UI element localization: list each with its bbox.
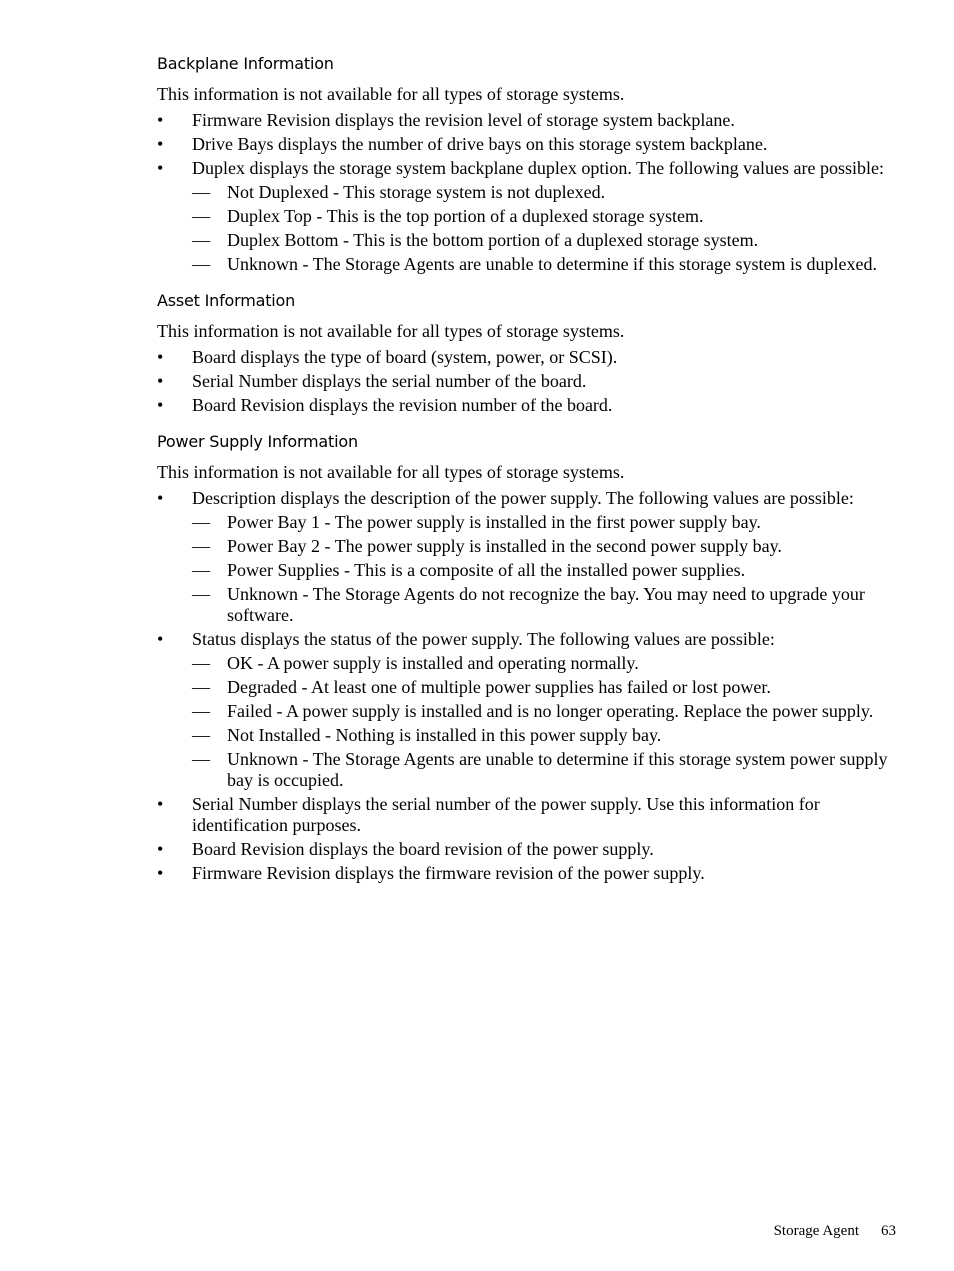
bullet-item	[157, 347, 902, 368]
bullet-item	[157, 488, 902, 626]
bullet-item	[157, 629, 902, 791]
bullet-list	[157, 488, 902, 884]
dash-text: Degraded - At least one of multiple power supplies has failed or lost power.	[227, 677, 771, 697]
dash-text: Failed - A power supply is installed and is no longer operating. Replace the power supply.	[227, 701, 874, 721]
section-heading: Asset Information	[157, 291, 296, 310]
dash-icon: —	[192, 206, 210, 226]
dash-item	[192, 701, 902, 722]
dash-icon: —	[192, 725, 210, 745]
dash-list	[192, 653, 902, 791]
dash-list	[192, 182, 902, 275]
section-heading: Power Supply Information	[157, 432, 358, 451]
dash-text: Unknown - The Storage Agents do not recognize the bay. You may need to upgrade your software.	[227, 584, 865, 625]
dash-text: Power Bay 1 - The power supply is installed in the first power supply bay.	[227, 512, 761, 532]
dash-item	[192, 725, 902, 746]
dash-item	[192, 749, 902, 791]
dash-text: Power Supplies - This is a composite of all the installed power supplies.	[227, 560, 746, 580]
footer-title: Storage Agent	[773, 1223, 859, 1239]
bullet-text: Serial Number displays the serial number of the power supply. Use this information for identification purposes.	[192, 794, 820, 835]
bullet-list	[157, 347, 902, 416]
bullet-text: Firmware Revision displays the revision level of storage system backplane.	[192, 110, 735, 130]
dash-item	[192, 560, 902, 581]
bullet-icon: •	[157, 347, 164, 367]
bullet-text: Status displays the status of the power supply. The following values are possible:	[192, 629, 775, 649]
dash-item	[192, 182, 902, 203]
section	[157, 52, 902, 275]
dash-item	[192, 653, 902, 674]
dash-icon: —	[192, 749, 210, 769]
bullet-icon: •	[157, 863, 164, 883]
bullet-list	[157, 110, 902, 275]
bullet-icon: •	[157, 371, 164, 391]
section-intro: This information is not available for all types of storage systems.	[157, 321, 625, 341]
dash-text: Duplex Top - This is the top portion of a duplexed storage system.	[227, 206, 704, 226]
section-intro: This information is not available for all types of storage systems.	[157, 462, 625, 482]
bullet-icon: •	[157, 158, 164, 178]
dash-item	[192, 536, 902, 557]
dash-text: Not Duplexed - This storage system is not duplexed.	[227, 182, 606, 202]
bullet-item	[157, 794, 902, 836]
bullet-item	[157, 371, 902, 392]
dash-icon: —	[192, 584, 210, 604]
bullet-text: Board Revision displays the revision number of the board.	[192, 395, 613, 415]
bullet-text: Serial Number displays the serial number of the board.	[192, 371, 587, 391]
bullet-icon: •	[157, 629, 164, 649]
bullet-item	[157, 110, 902, 131]
page-number: 63	[881, 1223, 896, 1239]
bullet-text: Duplex displays the storage system backplane duplex option. The following values are possible:	[192, 158, 885, 178]
bullet-item	[157, 839, 902, 860]
dash-text: Power Bay 2 - The power supply is installed in the second power supply bay.	[227, 536, 782, 556]
dash-text: Duplex Bottom - This is the bottom portion of a duplexed storage system.	[227, 230, 759, 250]
bullet-item	[157, 863, 902, 884]
bullet-text: Board displays the type of board (system, power, or SCSI).	[192, 347, 618, 367]
dash-text: Unknown - The Storage Agents are unable to determine if this storage system is duplexed.	[227, 254, 878, 274]
bullet-icon: •	[157, 839, 164, 859]
dash-item	[192, 254, 902, 275]
bullet-text: Firmware Revision displays the firmware revision of the power supply.	[192, 863, 705, 883]
dash-icon: —	[192, 653, 210, 673]
dash-icon: —	[192, 677, 210, 697]
dash-icon: —	[192, 182, 210, 202]
section-heading: Backplane Information	[157, 54, 334, 73]
dash-icon: —	[192, 230, 210, 250]
dash-icon: —	[192, 701, 210, 721]
document-page	[157, 52, 902, 898]
dash-item	[192, 512, 902, 533]
dash-icon: —	[192, 512, 210, 532]
section-intro: This information is not available for all types of storage systems.	[157, 84, 625, 104]
section	[157, 289, 902, 416]
bullet-item	[157, 395, 902, 416]
bullet-item	[157, 134, 902, 155]
dash-text: OK - A power supply is installed and operating normally.	[227, 653, 639, 673]
dash-icon: —	[192, 560, 210, 580]
dash-list	[192, 512, 902, 626]
bullet-text: Board Revision displays the board revision of the power supply.	[192, 839, 654, 859]
bullet-icon: •	[157, 110, 164, 130]
section	[157, 430, 902, 884]
dash-icon: —	[192, 254, 210, 274]
bullet-icon: •	[157, 488, 164, 508]
bullet-item	[157, 158, 902, 275]
dash-icon: —	[192, 536, 210, 556]
dash-item	[192, 230, 902, 251]
bullet-icon: •	[157, 794, 164, 814]
bullet-icon: •	[157, 134, 164, 154]
dash-item	[192, 584, 902, 626]
bullet-text: Drive Bays displays the number of drive bays on this storage system backplane.	[192, 134, 768, 154]
bullet-icon: •	[157, 395, 164, 415]
dash-item	[192, 677, 902, 698]
bullet-text: Description displays the description of the power supply. The following values are possible:	[192, 488, 854, 508]
dash-text: Unknown - The Storage Agents are unable to determine if this storage system power supply bay is occupied.	[227, 749, 888, 790]
dash-text: Not Installed - Nothing is installed in this power supply bay.	[227, 725, 662, 745]
page-footer	[774, 1221, 896, 1241]
dash-item	[192, 206, 902, 227]
